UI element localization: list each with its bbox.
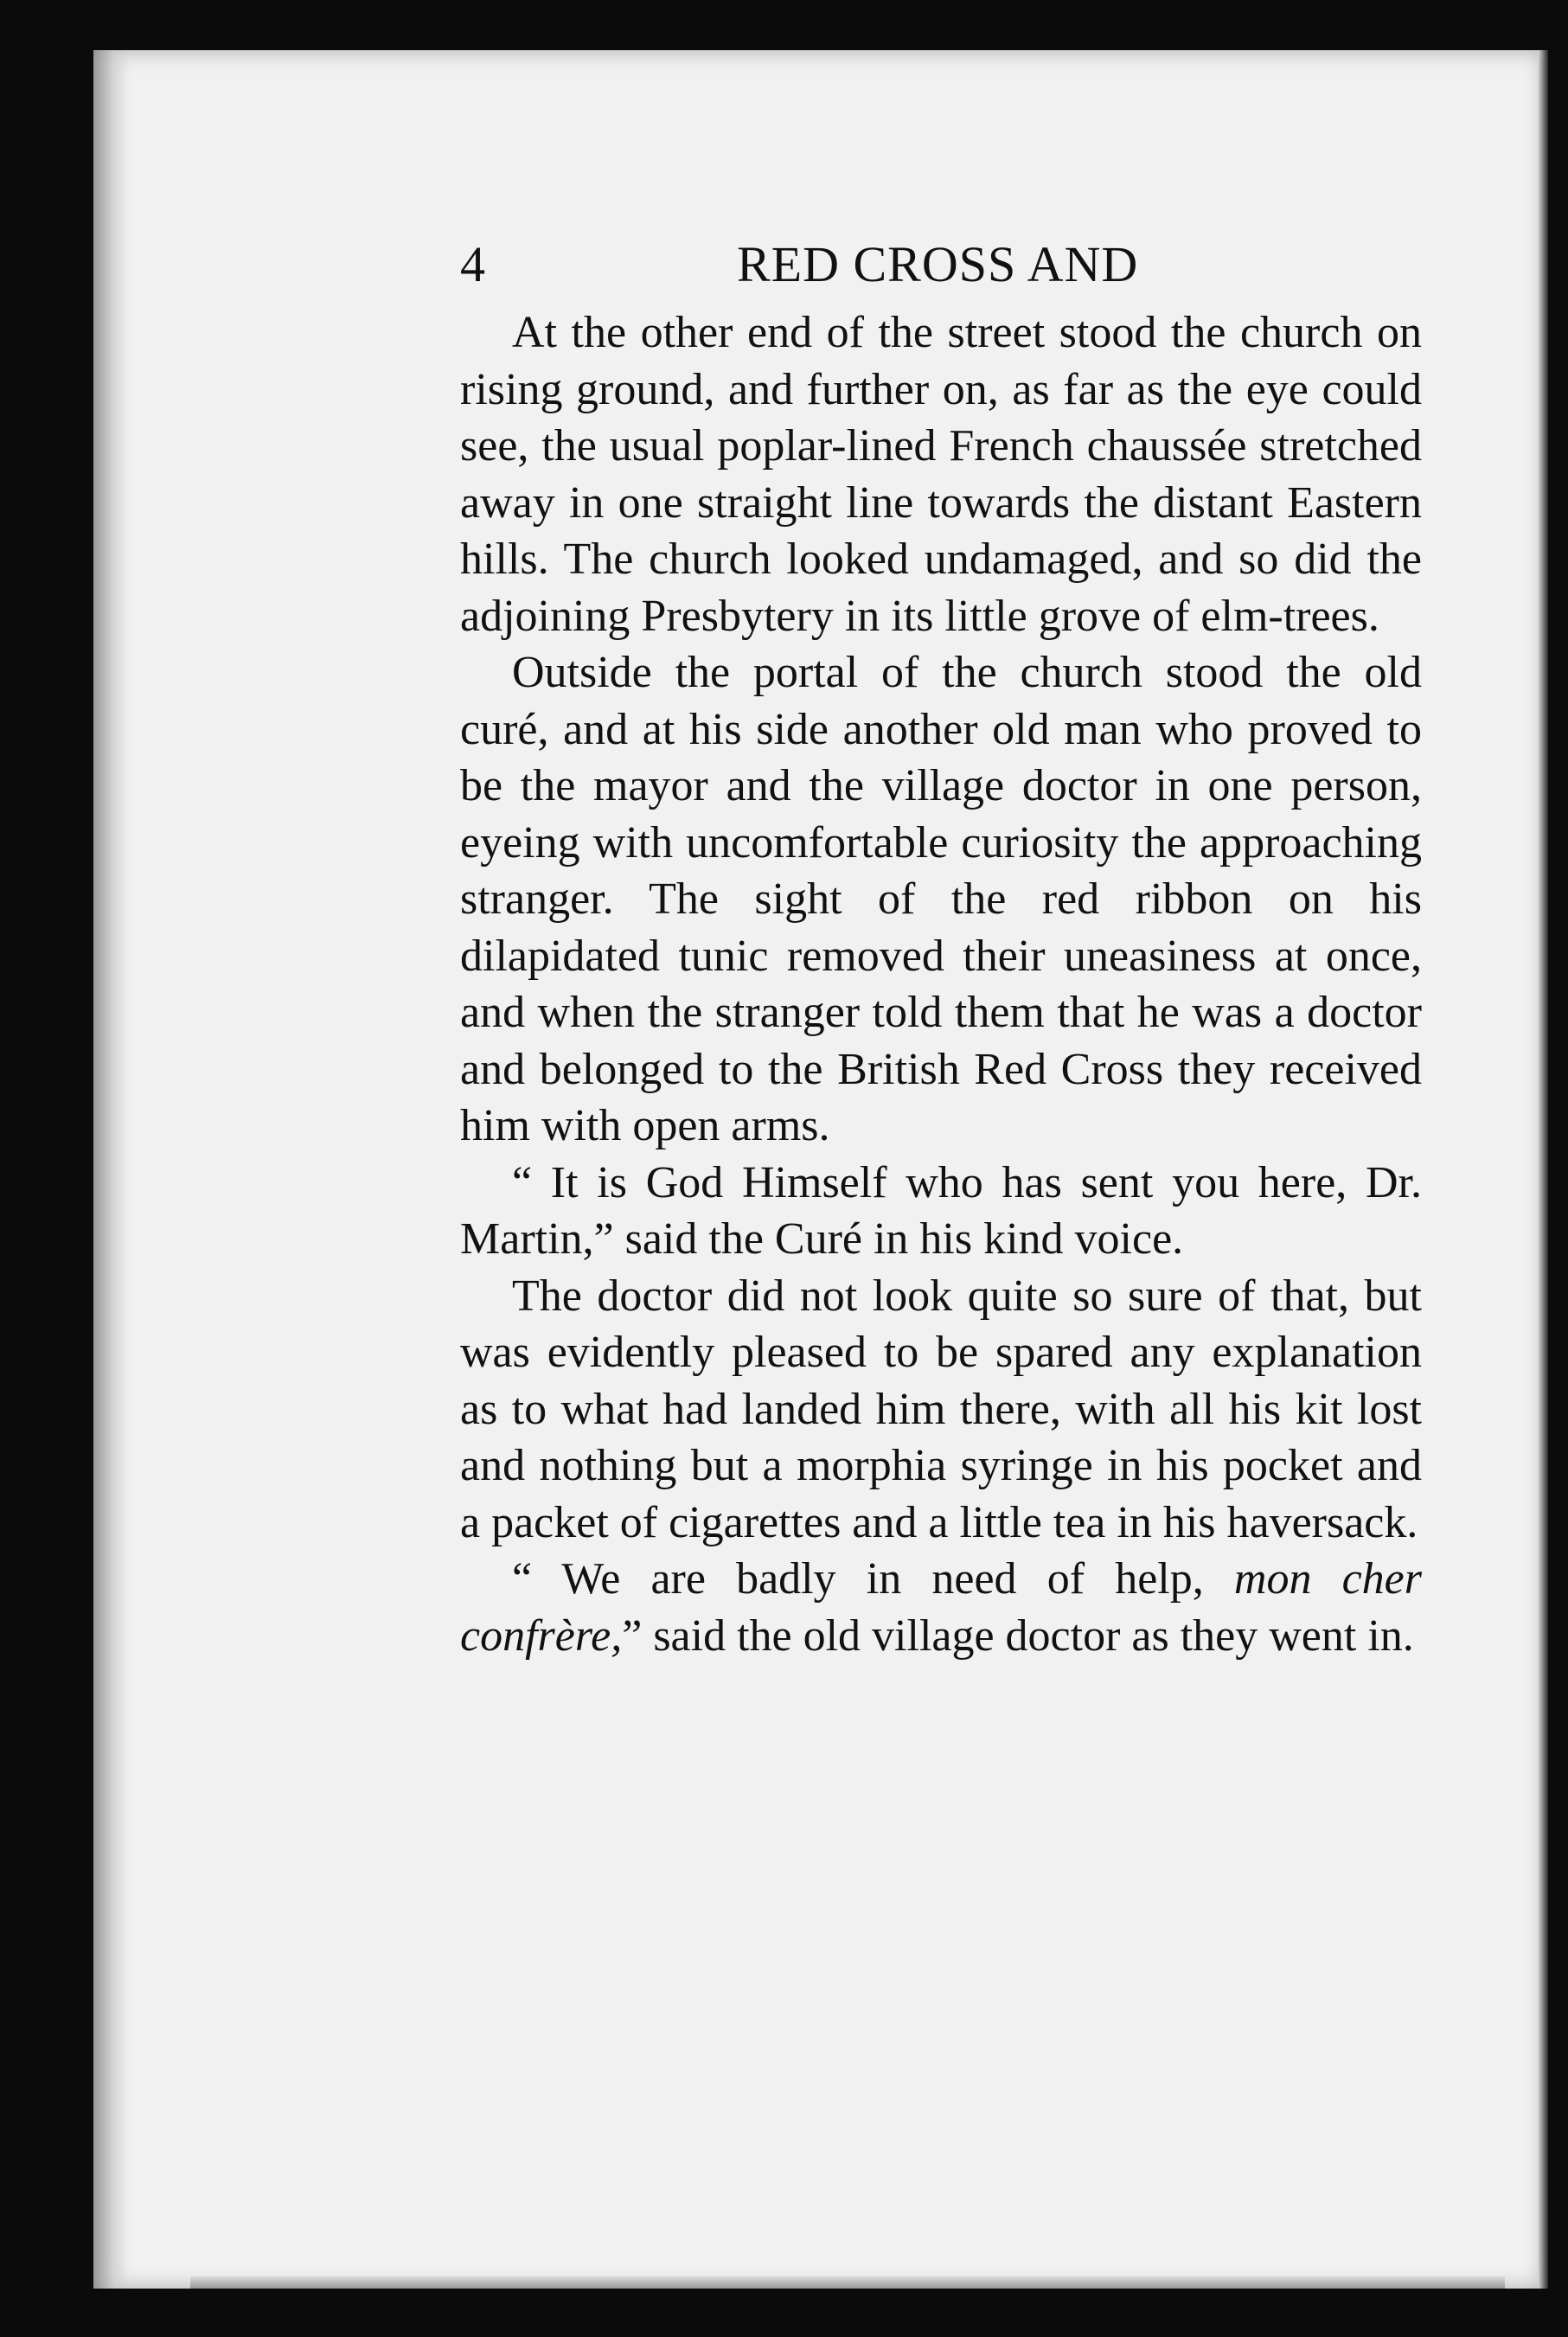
paragraph-3: “ It is God Himself who has sent you here, Dr. Martin,” said the Curé in his kind voice. <box>460 1157 1422 1264</box>
running-head: RED CROSS AND <box>737 236 1139 292</box>
body-text <box>460 304 1422 1664</box>
page-right-edge <box>1538 50 1548 2289</box>
page-number: 4 <box>460 236 485 292</box>
paragraph-5 <box>460 1551 1422 1664</box>
paragraph-5-end: ” said the old village doctor as they went in. <box>622 1610 1414 1661</box>
paragraph-1: At the other end of the street stood the church on rising ground, and further on, as far as the eye could see, the usual poplar-lined French chaussée stretched away in one straight line towards the distant Eastern hills. The church looked undamaged, and so did the adjoining Presbytery in its little grove of elm-trees. <box>460 308 1422 641</box>
page-gutter-shadow <box>93 50 128 2289</box>
page-header <box>460 235 1429 304</box>
paragraph-2: Outside the portal of the church stood the old curé, and at his side another old man who proved to be the mayor and the village doctor in one person, eyeing with uncomfortable curiosity the approaching stranger. The sight of the red ribbon on his dilapidated tunic removed their uneasiness at once, and when the stranger told them that he was a doctor and belonged to the British Red Cross they received him with open arms. <box>460 648 1422 1150</box>
paragraph-5-italic: mon cher confrère, <box>460 1554 1423 1661</box>
paragraph-4: The doctor did not look quite so sure of that, but was evidently pleased to be spared any explanation as to what had landed him there, with all his kit lost and nothing but a morphia syringe in his pocket and a packet of cigarettes and a little tea in his haversack. <box>460 1271 1422 1547</box>
page-bottom-edge <box>190 2276 1505 2289</box>
paragraph-5-start: “ We are badly in need of help, <box>512 1554 1234 1604</box>
